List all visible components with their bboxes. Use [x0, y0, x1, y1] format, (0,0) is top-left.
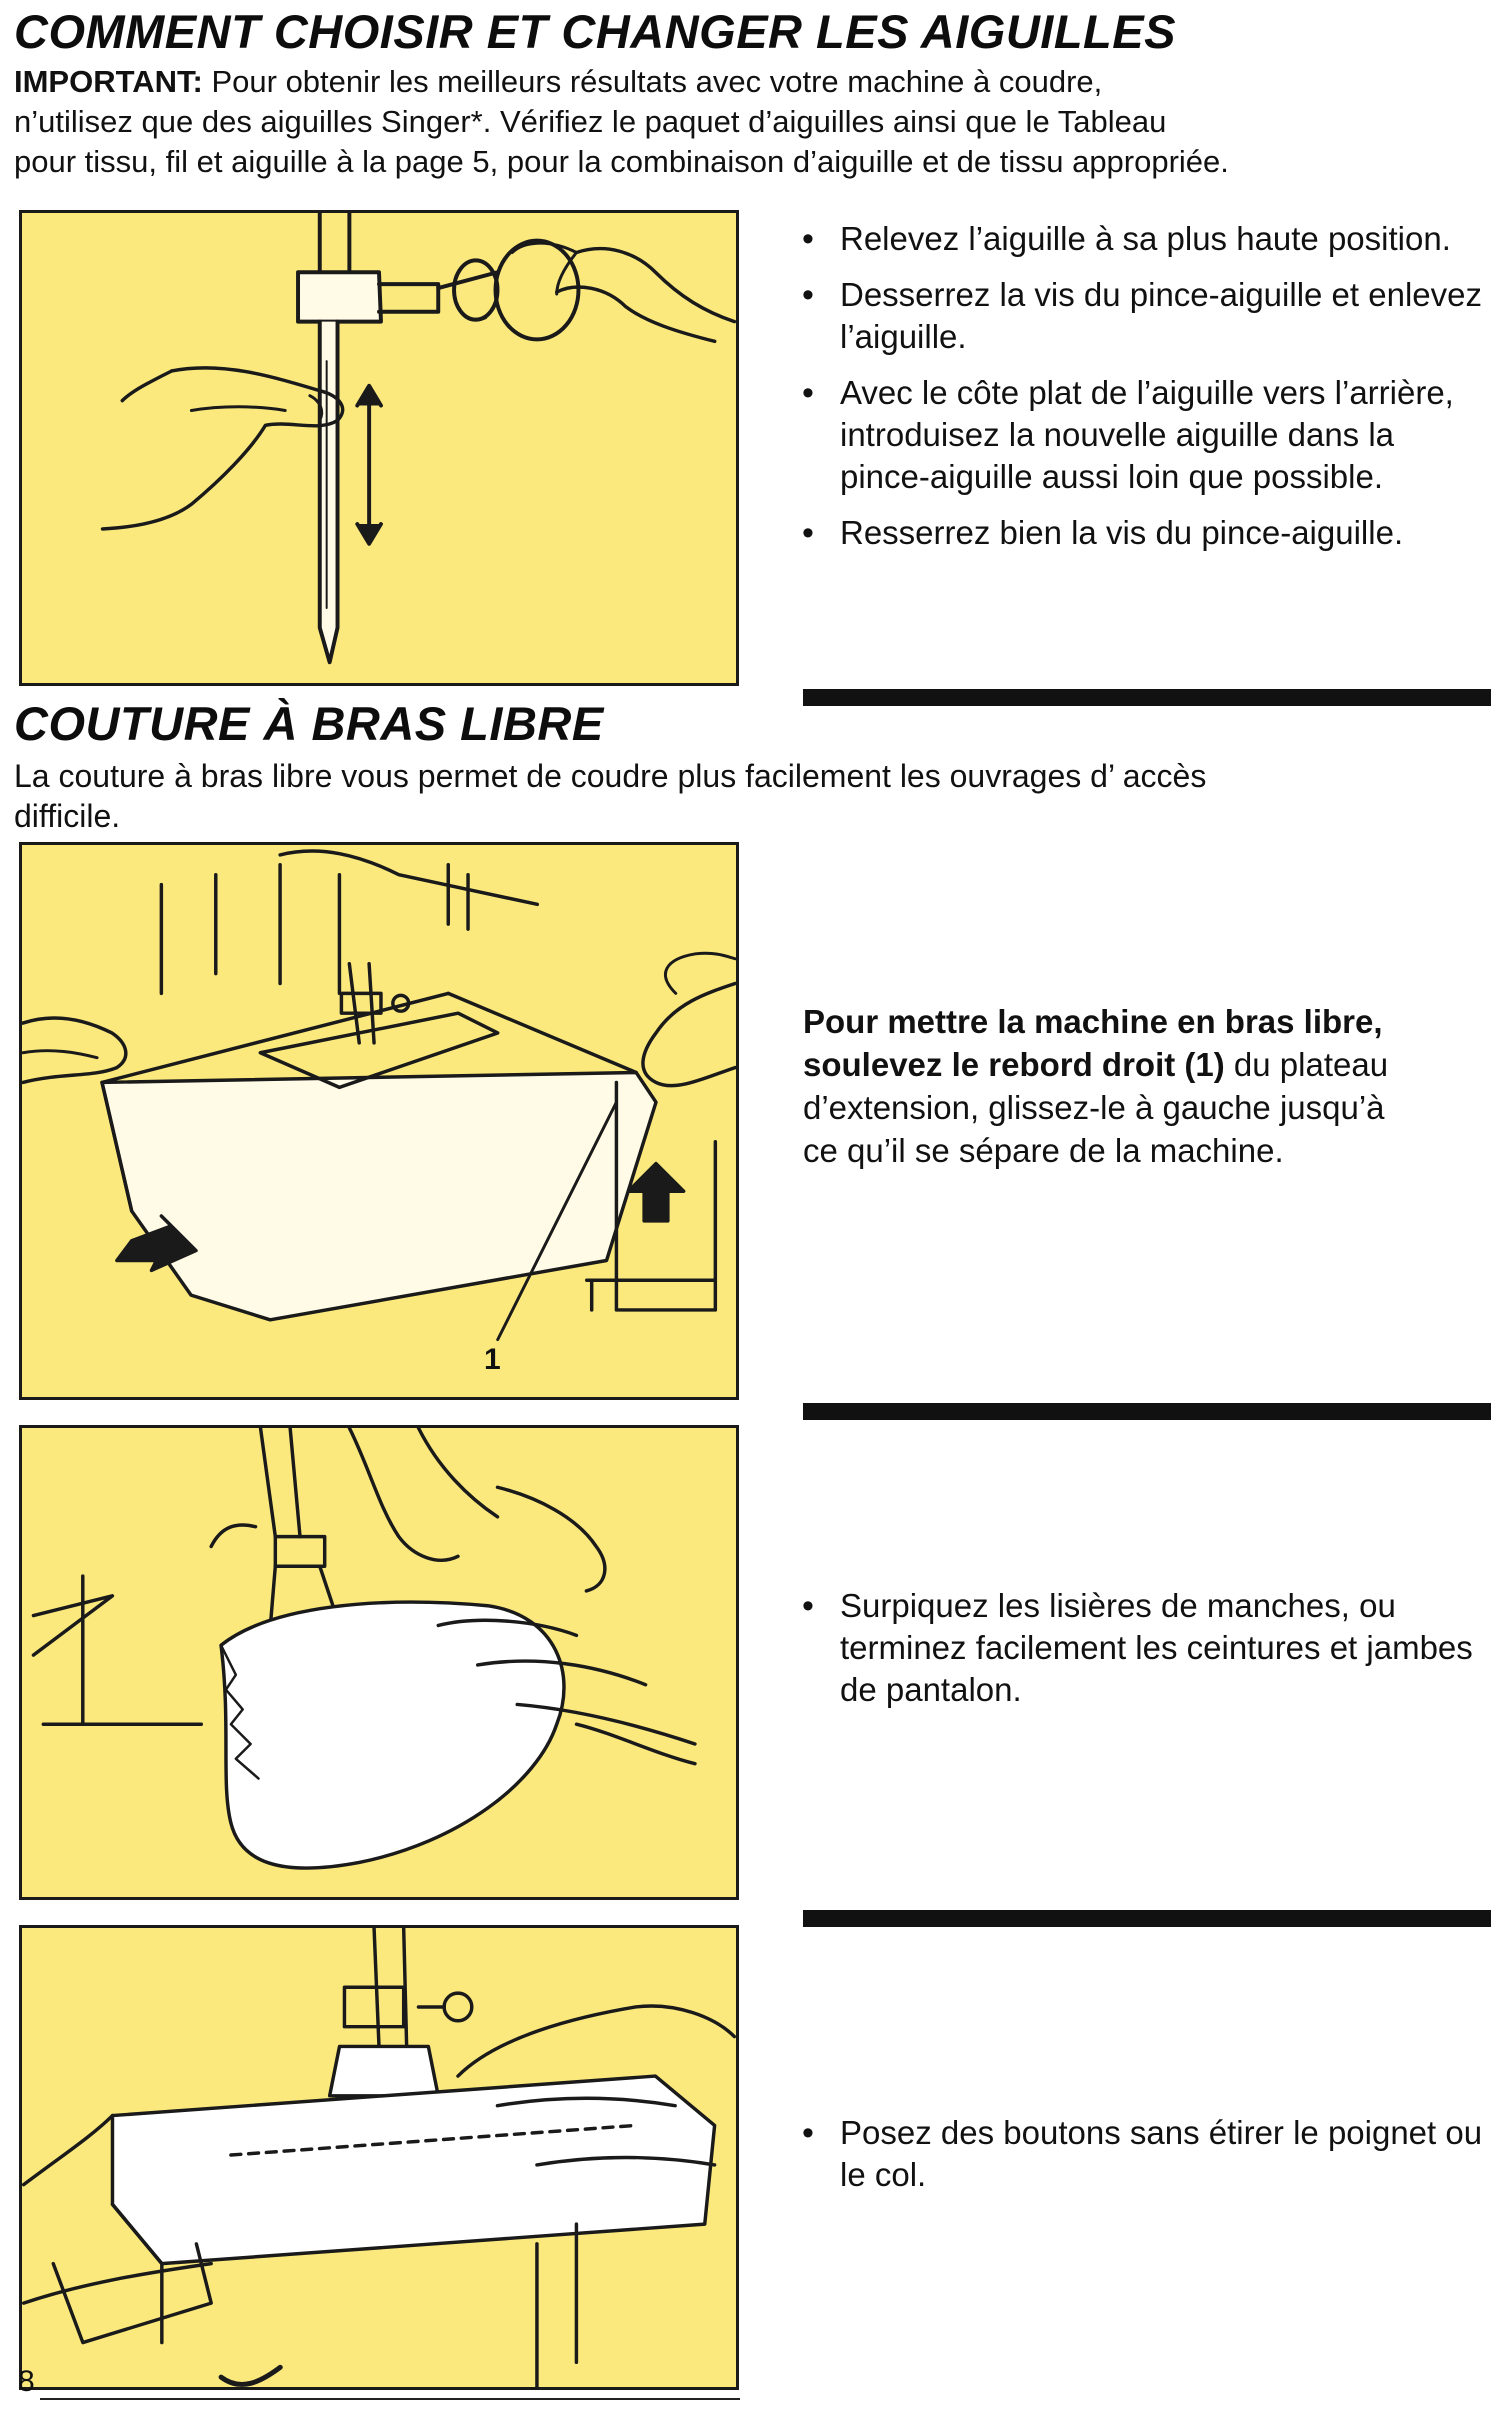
intro-line: Pour obtenir les meilleurs résultats avec votre machine à coudre, — [202, 64, 1103, 99]
needles-intro — [14, 62, 1494, 182]
instruction-text: d’extension, glissez-le à gauche jusqu’à — [803, 1089, 1385, 1126]
intro-line: La couture à bras libre vous permet de coudre plus facilement les ouvrages d’ accès — [14, 758, 1207, 794]
needle-step-item: • Resserrez bien la vis du pince-aiguille. — [800, 512, 1490, 554]
free-arm-intro — [14, 756, 1494, 836]
sleeve-sewing-illustration — [19, 1425, 739, 1900]
callout-number-1: 1 — [484, 1343, 501, 1376]
sleeve-tip-list — [800, 1585, 1500, 1725]
section-divider — [803, 1403, 1491, 1420]
section-title-free-arm: COUTURE À BRAS LIBRE — [14, 697, 604, 750]
section-divider — [803, 1910, 1491, 1927]
footer-line — [40, 2398, 740, 2400]
free-arm-illustration — [19, 842, 739, 1400]
important-label: IMPORTANT: — [14, 64, 203, 99]
section-divider — [803, 689, 1491, 706]
section-title-needles: COMMENT CHOISIR ET CHANGER LES AIGUILLES — [14, 5, 1176, 58]
needle-step-item: • Avec le côte plat de l’aiguille vers l’arrière, introduisez la nouvelle aiguille dans la pince-aiguille aussi loin que possible. — [800, 372, 1490, 498]
intro-line: pour tissu, fil et aiguille à la page 5, pour la combinaison d’aiguille et de tissu appropriée. — [14, 144, 1229, 179]
needle-step-item: • Relevez l’aiguille à sa plus haute position. — [800, 218, 1490, 260]
needle-steps-list — [800, 218, 1490, 568]
page-number: 8 — [18, 2365, 35, 2398]
cuff-tip-item: • Posez des boutons sans étirer le poignet ou le col. — [800, 2112, 1500, 2196]
free-arm-instructions — [803, 1000, 1493, 1172]
intro-line: n’utilisez que des aiguilles Singer*. Vérifiez le paquet d’aiguilles ainsi que le Tableau — [14, 104, 1167, 139]
cuff-sewing-drawing — [22, 1928, 736, 2387]
intro-line: difficile. — [14, 798, 121, 834]
sleeve-tip-item: • Surpiquez les lisières de manches, ou terminez facilement les ceintures et jambes de pantalon. — [800, 1585, 1500, 1711]
free-arm-drawing — [22, 845, 736, 1397]
needle-step-item: • Desserrez la vis du pince-aiguille et enlevez l’aiguille. — [800, 274, 1490, 358]
cuff-sewing-illustration — [19, 1925, 739, 2390]
needle-change-drawing — [22, 213, 736, 683]
instruction-bold: Pour mettre la machine en bras libre, — [803, 1003, 1383, 1040]
needle-change-illustration — [19, 210, 739, 686]
instruction-bold: soulevez le rebord droit (1) — [803, 1046, 1225, 1083]
sleeve-sewing-drawing — [22, 1428, 736, 1897]
instruction-text: du plateau — [1224, 1046, 1389, 1083]
cuff-tip-list — [800, 2112, 1500, 2210]
instruction-text: ce qu’il se sépare de la machine. — [803, 1132, 1284, 1169]
